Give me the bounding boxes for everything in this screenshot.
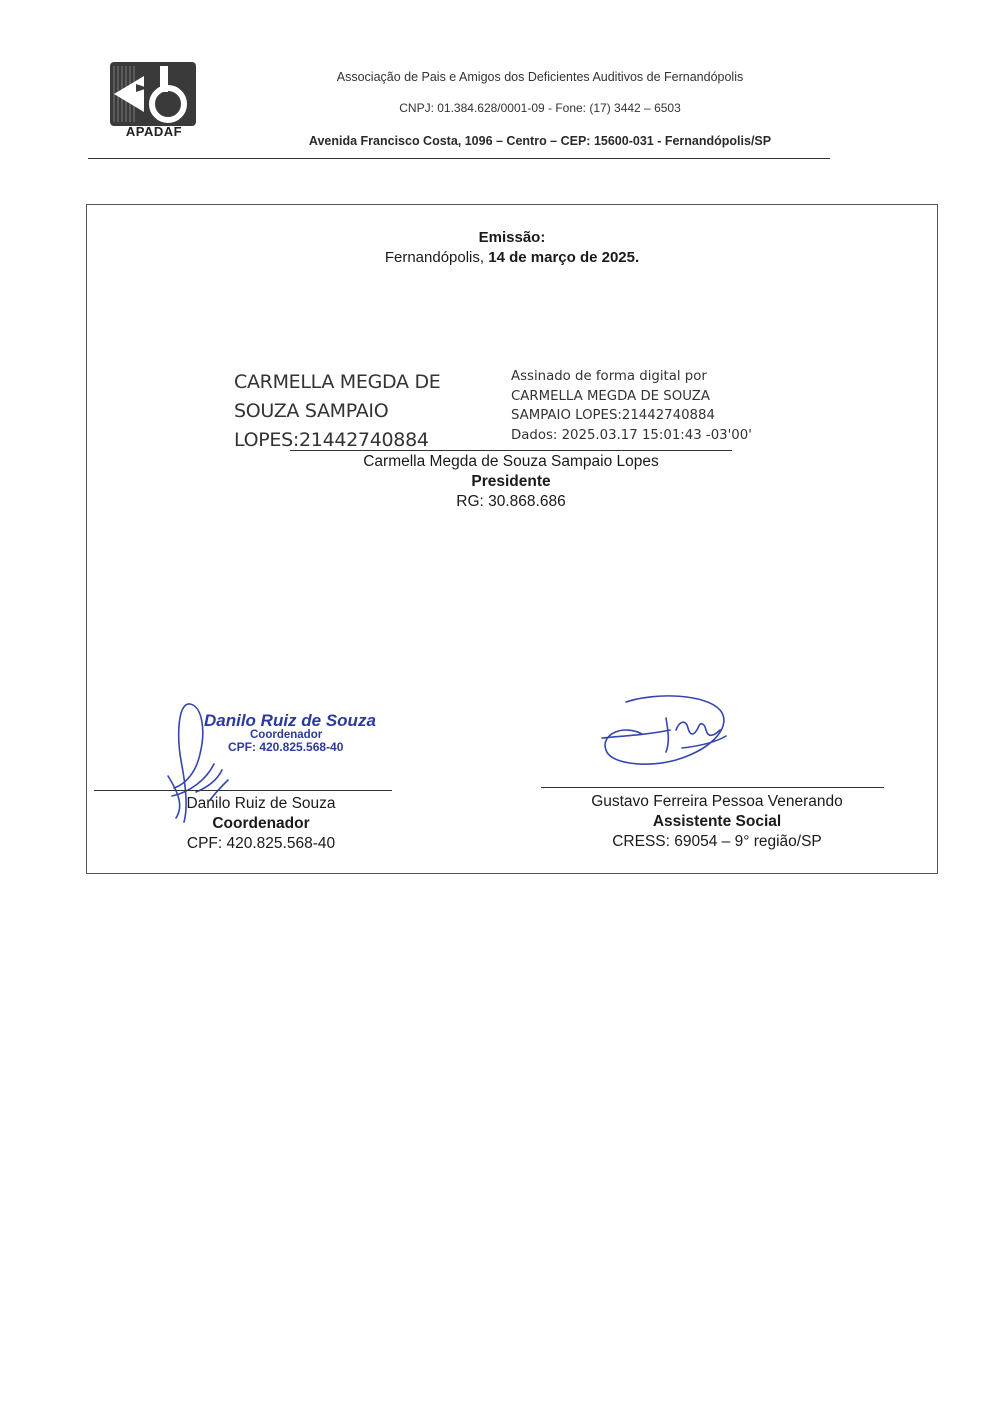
social-worker-role: Assistente Social — [652, 813, 782, 830]
emission-date-line — [86, 249, 938, 266]
emission-label: Emissão: — [478, 229, 546, 246]
president-name: Carmella Megda de Souza Sampaio Lopes — [363, 453, 659, 470]
stamp-role: Coordenador — [250, 729, 323, 741]
organization-name: Associação de Pais e Amigos dos Deficientes Auditivos de Fernandópolis — [336, 70, 744, 84]
digital-signature-info-line: Assinado de forma digital por — [511, 369, 707, 384]
header-divider — [88, 158, 830, 159]
digital-signature-name-line: SOUZA SAMPAIO — [234, 400, 389, 422]
digital-signature-info-line: Dados: 2025.03.17 15:01:43 -03'00' — [511, 427, 752, 443]
digital-signature-info-line: CARMELLA MEGDA DE SOUZA — [511, 388, 710, 404]
gustavo-handwritten-signature — [596, 690, 736, 774]
coordinator-role: Coordenador — [212, 815, 310, 832]
president-signature-line — [290, 450, 732, 451]
president-role: Presidente — [471, 473, 551, 490]
stamp-cpf: CPF: 420.825.568-40 — [228, 740, 344, 754]
stamp-name: Danilo Ruiz de Souza — [204, 711, 376, 730]
coordinator-block — [94, 794, 428, 854]
coordinator-doc: CPF: 420.825.568-40 — [186, 835, 336, 852]
logo-text: APADAF — [125, 124, 183, 139]
digital-signature-info — [511, 367, 771, 445]
social-worker-doc: CRESS: 69054 – 9° região/SP — [612, 833, 822, 850]
coordinator-signature-line — [94, 790, 392, 791]
social-worker-name: Gustavo Ferreira Pessoa Venerando — [591, 793, 843, 810]
president-block — [290, 452, 732, 512]
emission-city: Fernandópolis, — [384, 249, 485, 266]
president-doc: RG: 30.868.686 — [456, 493, 566, 510]
digital-signature-name — [234, 368, 484, 455]
coordinator-name: Danilo Ruiz de Souza — [186, 795, 336, 812]
social-worker-signature-line — [541, 787, 884, 788]
social-worker-block — [541, 792, 893, 852]
digital-signature-name-line: CARMELLA MEGDA DE — [234, 371, 441, 393]
emission-date: 14 de março de 2025. — [488, 249, 640, 266]
cnpj-phone: CNPJ: 01.384.628/0001-09 - Fone: (17) 3442 – 6503 — [399, 101, 681, 115]
digital-signature-info-line: SAMPAIO LOPES:21442740884 — [511, 408, 715, 423]
digital-signature-name-line: LOPES:21442740884 — [234, 429, 429, 451]
address: Avenida Francisco Costa, 1096 – Centro – CEP: 15600-031 - Fernandópolis/SP — [308, 134, 772, 148]
